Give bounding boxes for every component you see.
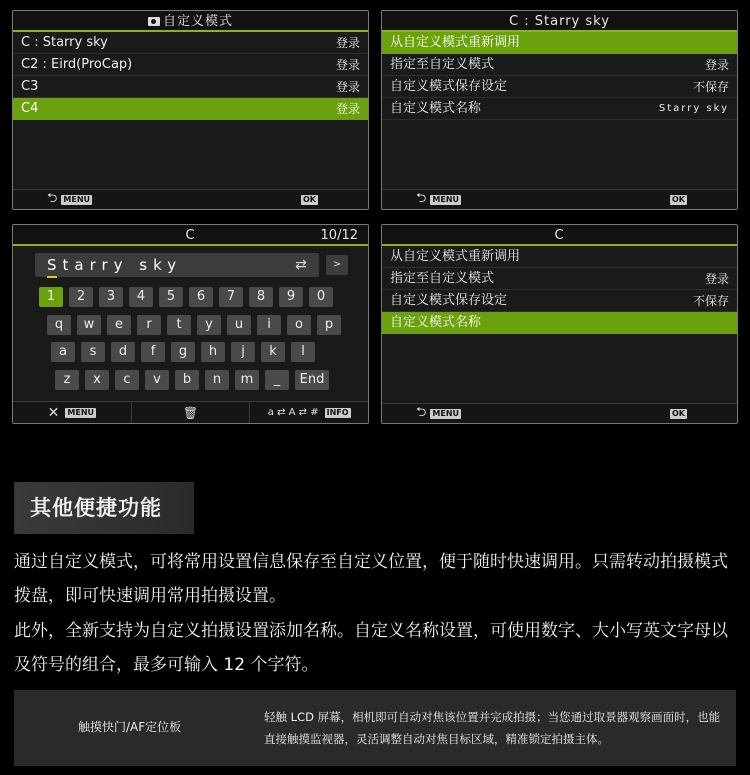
key[interactable]: 5 — [159, 287, 183, 307]
custom-mode-detail-panel-2 — [381, 224, 738, 424]
delete-button[interactable] — [132, 402, 251, 423]
key[interactable]: 6 — [189, 287, 213, 307]
back-button[interactable] — [416, 189, 461, 211]
panel-footer — [382, 403, 737, 423]
key[interactable]: 7 — [219, 287, 243, 307]
key[interactable]: o — [287, 315, 311, 335]
list-item[interactable]: 自定义模式保存设定 不保存 — [382, 76, 737, 98]
trash-icon: 🗑 — [182, 405, 199, 420]
key[interactable]: q — [47, 315, 71, 335]
list-item-selected[interactable]: 自定义模式名称 — [382, 312, 737, 334]
key[interactable]: i — [257, 315, 281, 335]
menu-key-icon: MENU — [432, 194, 460, 204]
key[interactable]: l — [291, 342, 315, 362]
feature-box — [14, 690, 736, 766]
paragraph: 通过自定义模式，可将常用设置信息保存至自定义位置，便于随时快速调用。只需转动拍摄模式拨盘，即可快速调用常用拍摄设置。 — [14, 552, 728, 606]
list-item[interactable]: 指定至自定义模式 登录 — [382, 54, 737, 76]
panel-title: 自定义模式 — [13, 11, 368, 32]
ok-button[interactable]: OK — [303, 194, 316, 204]
space-key[interactable]: _ — [265, 370, 289, 390]
list-item-selected[interactable]: 从自定义模式重新调用 — [382, 32, 737, 54]
key[interactable]: h — [201, 342, 225, 362]
key[interactable]: s — [81, 342, 105, 362]
key[interactable]: w — [77, 315, 101, 335]
key[interactable]: e — [107, 315, 131, 335]
text-cursor — [47, 276, 57, 278]
cancel-button[interactable] — [13, 402, 132, 423]
close-icon: ✕ — [47, 404, 60, 421]
custom-mode-detail-panel — [381, 10, 738, 210]
list-item[interactable]: C : Starry sky 登录 — [13, 32, 368, 54]
panel-title: C — [382, 225, 737, 246]
panel-footer — [382, 189, 737, 209]
key[interactable]: 0 — [309, 287, 333, 307]
list-item[interactable]: 从自定义模式重新调用 — [382, 246, 737, 268]
key[interactable]: 2 — [69, 287, 93, 307]
key[interactable]: k — [261, 342, 285, 362]
key[interactable]: z — [55, 370, 79, 390]
list-item[interactable]: 自定义模式保存设定 不保存 — [382, 290, 737, 312]
menu-key-icon: MENU — [432, 408, 460, 418]
list-item[interactable]: C3 登录 — [13, 76, 368, 98]
key-row-qwerty — [47, 315, 341, 335]
keyboard-footer — [13, 401, 368, 423]
back-arrow-icon: ⮌ — [47, 190, 58, 206]
key[interactable]: 8 — [249, 287, 273, 307]
key[interactable]: v — [145, 370, 169, 390]
back-arrow-icon: ⮌ — [416, 404, 427, 420]
panel-footer — [13, 189, 368, 209]
back-button[interactable] — [47, 189, 92, 211]
paragraph: 此外，全新支持为自定义拍摄设置添加名称。自定义名称设置，可使用数字、大小写英文字母以及符号的组合，最多可输入 12 个字符。 — [14, 621, 728, 675]
char-mode-button[interactable]: a ⇄ A ⇄ # INFO — [267, 407, 349, 418]
feature-description: 轻触 LCD 屏幕，相机即可自动对焦该位置并完成拍摄；当您通过取景器观察画面时，也能直接触摸监视器，灵活调整自动对焦目标区域，精准锁定拍摄主体。 — [264, 710, 721, 746]
ok-button[interactable]: OK — [672, 194, 685, 204]
list-item-selected[interactable]: C4 登录 — [13, 98, 368, 120]
key[interactable]: f — [141, 342, 165, 362]
key[interactable]: x — [85, 370, 109, 390]
swap-icon[interactable]: ⇄ — [295, 257, 307, 273]
name-entry-keyboard-panel — [12, 224, 369, 424]
list-item[interactable]: C2 : Eird(ProCap) 登录 — [13, 54, 368, 76]
key[interactable]: d — [111, 342, 135, 362]
end-key[interactable]: End — [295, 370, 329, 390]
key[interactable]: 4 — [129, 287, 153, 307]
menu-key-icon: MENU — [67, 407, 95, 417]
key[interactable]: g — [171, 342, 195, 362]
key[interactable]: j — [231, 342, 255, 362]
ok-button[interactable]: OK — [672, 408, 685, 418]
panel-title: C : Starry sky — [382, 11, 737, 32]
menu-key-icon: MENU — [63, 194, 91, 204]
key-row-zxcv — [55, 370, 329, 390]
feature-label: 触摸快门/AF定位板 — [78, 720, 182, 734]
back-button[interactable] — [416, 403, 461, 425]
key[interactable]: 9 — [279, 287, 303, 307]
key-row-asdf — [51, 342, 315, 362]
key[interactable]: t — [167, 315, 191, 335]
char-count: 10/12 — [320, 228, 358, 243]
key[interactable]: r — [137, 315, 161, 335]
cursor-right-button[interactable]: > — [326, 255, 348, 275]
back-arrow-icon: ⮌ — [416, 190, 427, 206]
key[interactable]: 1 — [39, 287, 63, 307]
key[interactable]: u — [227, 315, 251, 335]
camera-icon — [148, 17, 160, 26]
key[interactable]: n — [205, 370, 229, 390]
key[interactable]: b — [175, 370, 199, 390]
custom-mode-panel — [12, 10, 369, 210]
key[interactable]: 3 — [99, 287, 123, 307]
list-item[interactable]: 指定至自定义模式 登录 — [382, 268, 737, 290]
key[interactable]: a — [51, 342, 75, 362]
info-key-icon: INFO — [326, 407, 349, 417]
key[interactable]: y — [197, 315, 221, 335]
key[interactable]: m — [235, 370, 259, 390]
name-input[interactable]: Starry sky ⇄ — [35, 253, 319, 277]
key[interactable]: c — [115, 370, 139, 390]
key[interactable]: p — [317, 315, 341, 335]
panel-title: C 10/12 — [13, 225, 368, 246]
key-row-numbers — [39, 287, 333, 307]
list-item[interactable]: 自定义模式名称 Starry sky — [382, 98, 737, 120]
section-heading: 其他便捷功能 — [14, 482, 194, 534]
